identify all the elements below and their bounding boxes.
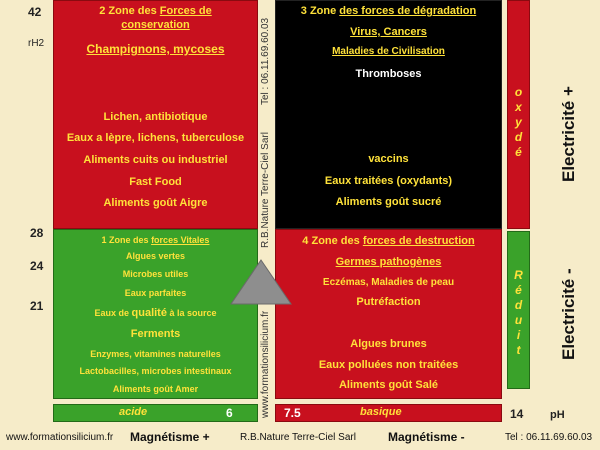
oxyde-bar (507, 0, 530, 229)
footer-company: R.B.Nature Terre-Ciel Sarl (240, 432, 356, 443)
zone-4-title: 4 Zone des forces de destruction (302, 235, 475, 247)
zone-1-item: Lactobacilles, microbes intestinaux (79, 366, 232, 376)
zone-4-item: Eczémas, Maladies de peau (322, 277, 455, 288)
reduit-letters: R é d u i t (514, 268, 523, 357)
zone-3-title: 3 Zone des forces de dégradation (300, 5, 477, 17)
zone-2-item: Eaux a lèpre, lichens, tuberculose (66, 132, 245, 144)
footer-magnetisme-plus: Magnétisme + (130, 430, 210, 444)
zone-1-title: 1 Zone des forces Vitales (101, 235, 210, 245)
center-company: R.B.Nature Terre-Ciel Sarl (260, 132, 271, 248)
rh-42: 42 (28, 5, 42, 19)
zone-2-conservation (53, 0, 258, 229)
zone-1-quality: Eaux de qualité à la source (94, 307, 217, 319)
zone-1-item: Aliments goût Amer (112, 384, 199, 394)
zone-3-item: vaccins (368, 153, 409, 165)
footer-site: www.formationsilicium.fr (6, 432, 114, 443)
zone-1-item: Algues vertes (125, 251, 186, 261)
electricite-plus: Electricité + (559, 86, 578, 182)
center-triangle (229, 258, 293, 306)
zone-3-item: Aliments goût sucré (335, 196, 442, 208)
acide-bar (53, 404, 258, 422)
zone-4-item: Germes pathogènes (335, 256, 442, 268)
basique-bar (275, 404, 502, 422)
reduit-bar (507, 231, 530, 389)
zone-2-title: 2 Zone des Forces de (99, 5, 212, 17)
ph-label: pH (550, 409, 565, 421)
zone-4-item: Aliments goût Salé (338, 379, 439, 391)
zone-3-item: Maladies de Civilisation (332, 46, 445, 57)
ph-14: 14 (510, 407, 524, 421)
footer-magnetisme-minus: Magnétisme - (388, 430, 465, 444)
center-tel: Tel : 06.11.69.60.03 (260, 17, 271, 105)
electricite-minus: Electricité - (559, 268, 578, 360)
rh2-label: rH2 (28, 38, 45, 49)
zone-1-item: Microbes utiles (122, 269, 189, 279)
zone-3-item: Thromboses (355, 68, 422, 80)
acide-label: acide (119, 406, 148, 418)
basique-label: basique (360, 406, 402, 418)
ph-7-5: 7.5 (284, 406, 301, 420)
zone-1-item: Ferments (130, 328, 181, 340)
zone-2-item: Fast Food (129, 176, 182, 188)
zone-2-item: Champignons, mycoses (86, 42, 225, 56)
rh-21: 21 (30, 299, 44, 313)
center-site: www.formationsilicium.fr (260, 310, 271, 418)
oxyde-letters: o x y d é (514, 85, 523, 159)
zone-2-title-line2: conservation (121, 19, 190, 31)
zone-2-item: Lichen, antibiotique (103, 111, 208, 123)
zone-4-item: Algues brunes (350, 338, 427, 350)
zone-1-vitales (53, 229, 258, 399)
zone-2-item: Aliments cuits ou industriel (83, 154, 228, 166)
ph-6: 6 (226, 406, 233, 420)
rh-24: 24 (30, 259, 44, 273)
zone-1-item: Eaux parfaites (124, 288, 187, 298)
zone-3-item: Virus, Cancers (350, 26, 427, 38)
zone-4-destruction (275, 229, 502, 399)
zone-4-item: Putréfaction (356, 296, 421, 308)
zone-1-item: Enzymes, vitamines naturelles (90, 349, 221, 359)
zone-3-item: Eaux traitées (oxydants) (324, 175, 453, 187)
zone-2-item: Aliments goût Aigre (103, 197, 208, 209)
footer-tel: Tel : 06.11.69.60.03 (505, 432, 593, 443)
zone-3-degradation (275, 0, 502, 229)
rh-28: 28 (30, 226, 44, 240)
zone-4-item: Eaux polluées non traitées (318, 359, 459, 371)
